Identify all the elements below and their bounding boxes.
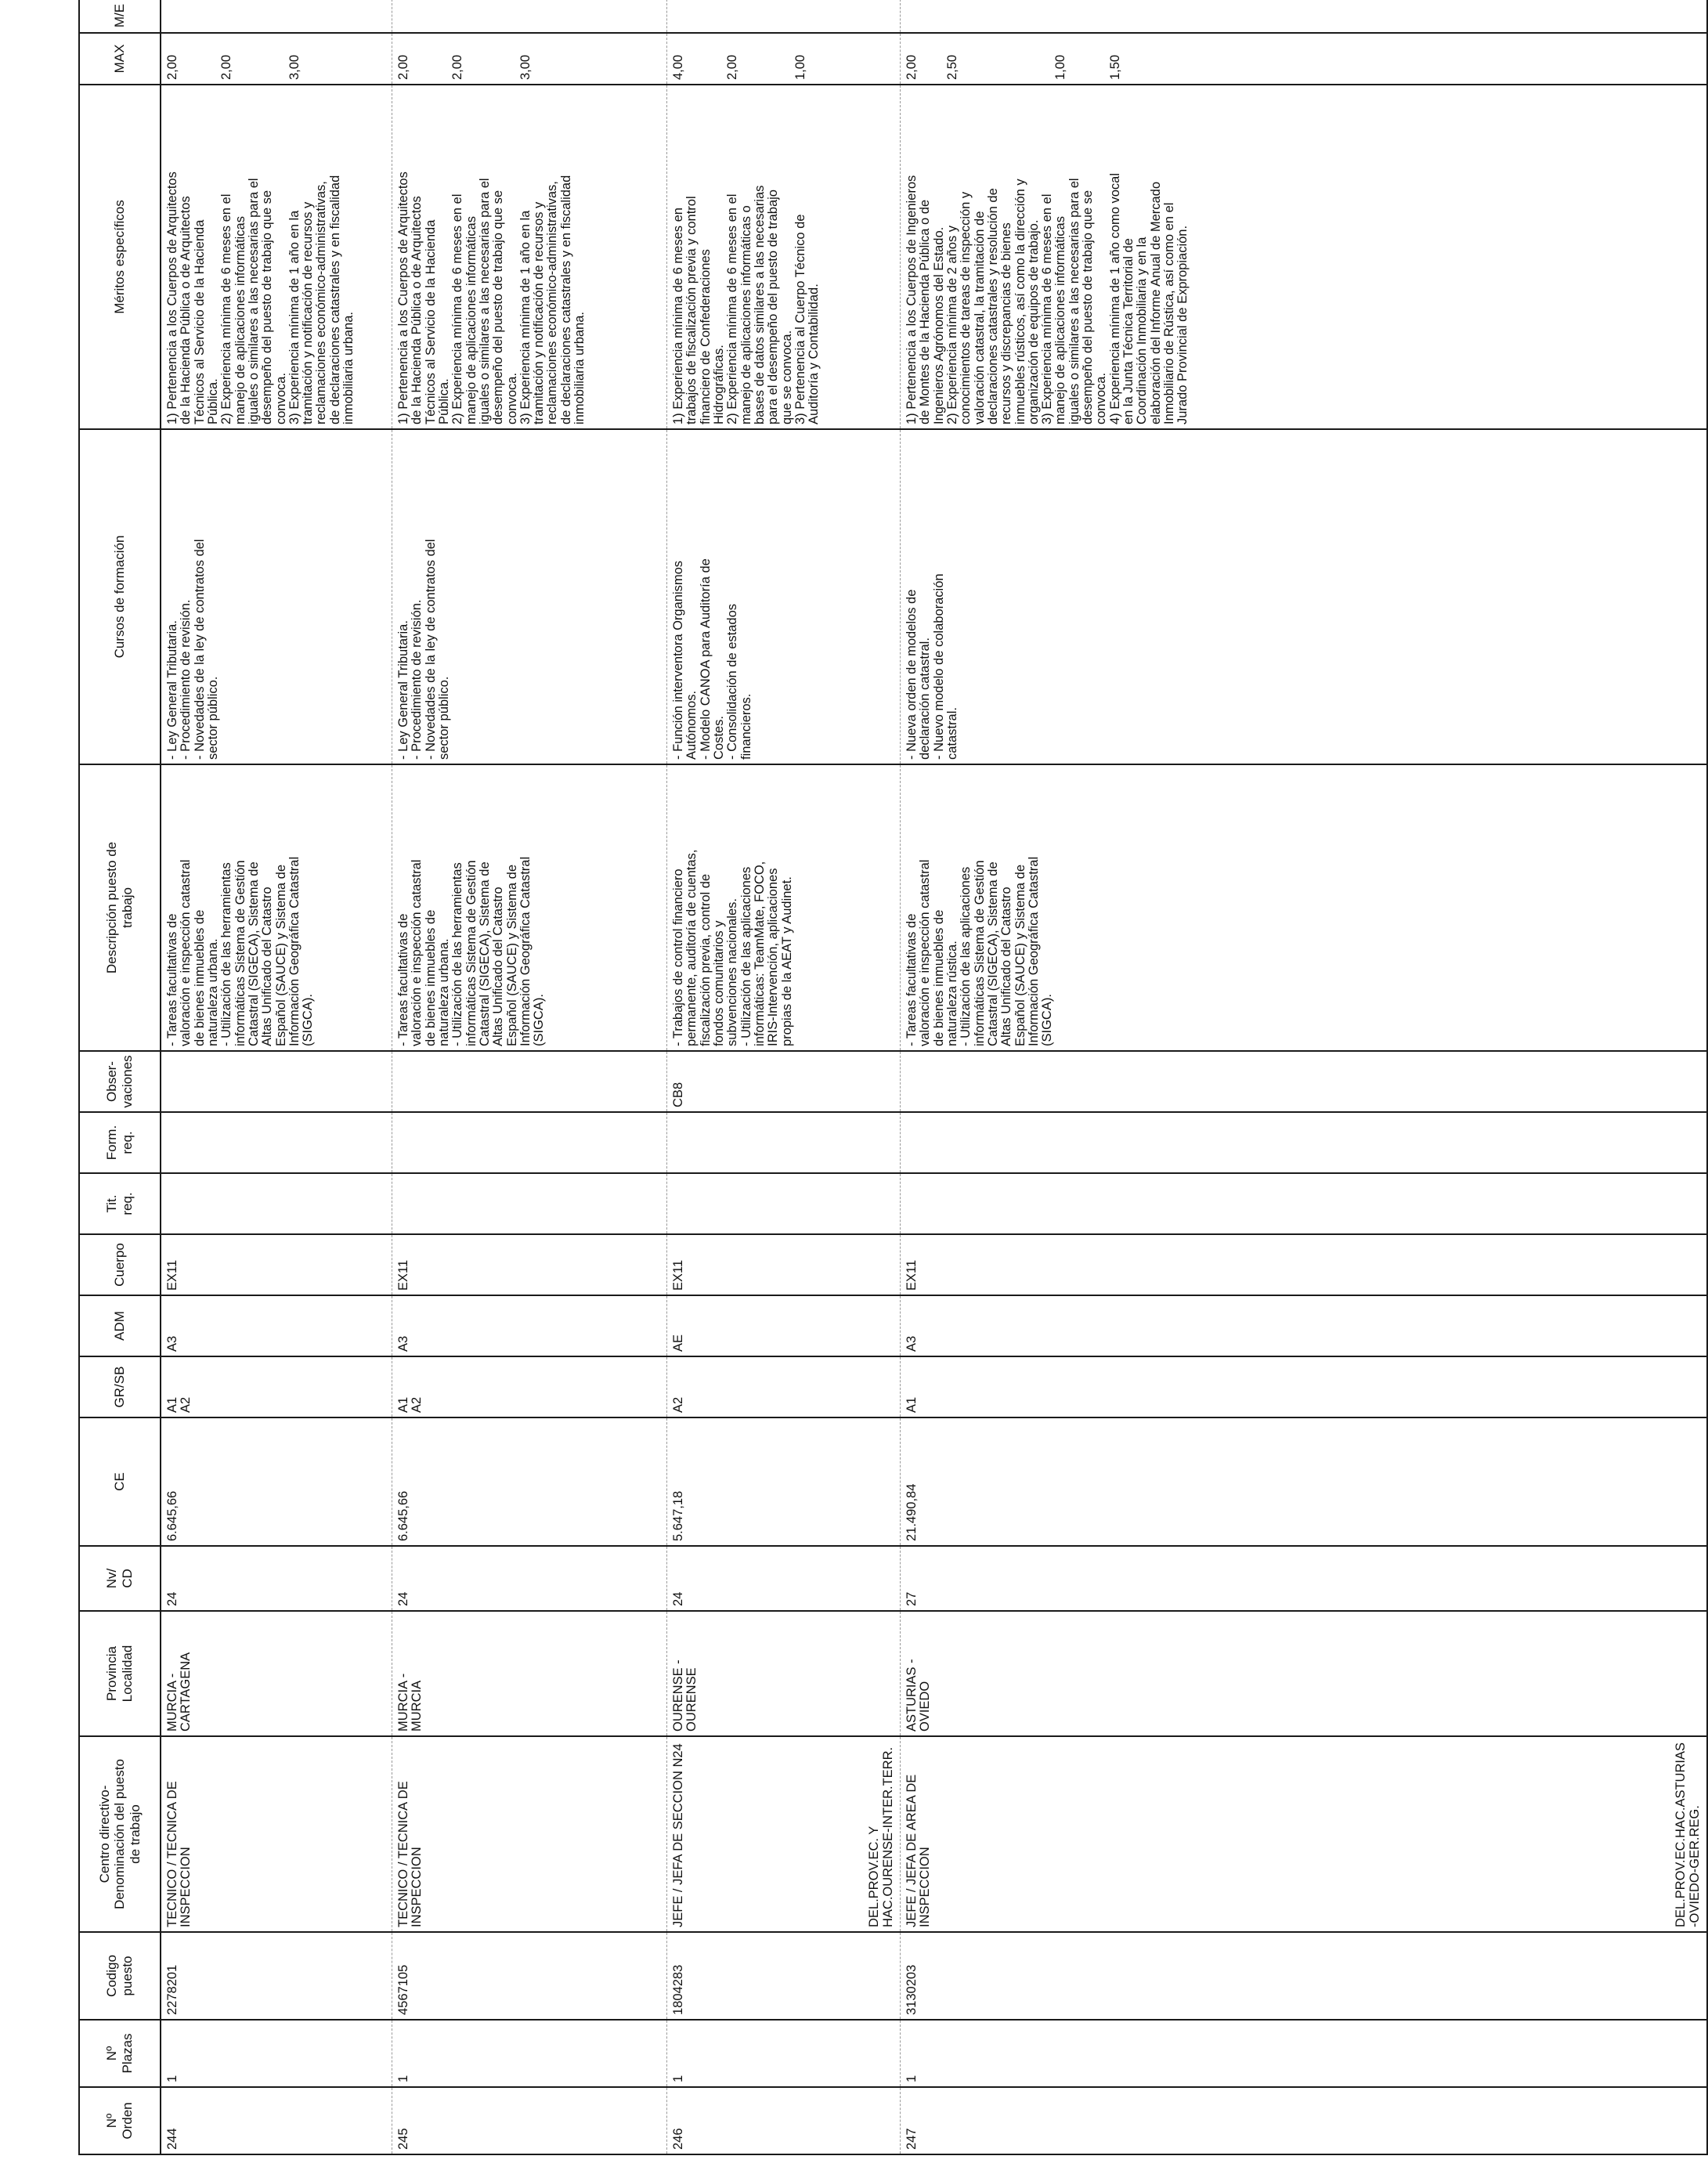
- cell-descripcion: - Tareas facultativas de valoración e inspección catastral de bienes inmuebles de naturaleza urbana. - Utilización de las herramientas informáticas Sistema de Gestión Catastral (SIGECA), Sistema de Altas Unificado del Catastro Español (SAUCE) y Sistema de Información Geográfica Catastral (SIGCA).: [161, 764, 392, 1051]
- centro-departamento: DEL.PROV.EC.HAC.ASTURIAS -OVIEDO-GER.REG.: [1674, 1742, 1702, 1927]
- max-list: [166, 38, 302, 80]
- max-value: 2,50: [944, 54, 959, 80]
- header-meritos: Méritos específicos: [79, 85, 161, 429]
- cell-cursos: - Ley General Tributaria. - Procedimiento de revisión. - Novedades de la ley de contratos del sector público.: [392, 429, 667, 764]
- cell-cursos: - Ley General Tributaria. - Procedimiento de revisión. - Novedades de la ley de contratos del sector público.: [161, 429, 392, 764]
- cell-ce: 21.490,84: [901, 1417, 1708, 1546]
- plazas-table: [78, 0, 1708, 2155]
- cell-max: [901, 33, 1708, 85]
- cell-max: [667, 33, 901, 85]
- table-row: [901, 0, 1708, 2154]
- header-nivel: Nv/ CD: [79, 1546, 161, 1611]
- cell-provincia: ASTURIAS - OVIEDO: [901, 1611, 1708, 1736]
- cell-codigo: 4567105: [392, 1932, 667, 2020]
- cell-centro: [392, 1736, 667, 1932]
- max-value: 2,00: [905, 54, 919, 80]
- header-row: [79, 0, 161, 2154]
- cell-grupo: A2: [667, 1356, 901, 1417]
- cell-obs: [901, 1051, 1708, 1112]
- cell-form: [392, 1112, 667, 1173]
- cell-nivel: 24: [667, 1546, 901, 1611]
- cell-orden: 247: [901, 2087, 1708, 2154]
- header-orden: Nº Orden: [79, 2087, 161, 2154]
- cell-nivel: 24: [392, 1546, 667, 1611]
- cell-cuerpo: EX11: [392, 1234, 667, 1295]
- cell-adm: AE: [667, 1295, 901, 1356]
- cell-provincia: MURCIA - MURCIA: [392, 1611, 667, 1736]
- header-obs: Obser- vaciones: [79, 1051, 161, 1112]
- cell-plazas: 1: [161, 2020, 392, 2087]
- cell-plazas: 1: [667, 2020, 901, 2087]
- cell-plazas: 1: [392, 2020, 667, 2087]
- max-value: 2,00: [725, 54, 740, 80]
- cell-meritos: 1) Pertenencia a los Cuerpos de Arquitectos de la Hacienda Pública o de Arquitectos Técnicos al Servicio de la Hacienda Pública. 2) Experiencia mínima de 6 meses en el manejo de aplicaciones informáticas iguales o similares a las necesarias para el desempeño del puesto de trabajo que se convoca. 3) Experiencia mínima de 1 año en la tramitación y notificación de recursos y reclamaciones económico-administrativas, de declaraciones catastrales y en fiscalidad inmobiliaria urbana.: [161, 85, 392, 429]
- header-provincia: Provincia Localidad: [79, 1611, 161, 1736]
- cell-meritos: 1) Pertenencia a los Cuerpos de Arquitectos de la Hacienda Pública o de Arquitectos Técnicos al Servicio de la Hacienda Pública. 2) Experiencia mínima de 6 meses en el manejo de aplicaciones informáticas iguales o similares a las necesarias para el desempeño del puesto de trabajo que se convoca. 3) Experiencia mínima de 1 año en la tramitación y notificación de recursos y reclamaciones económico-administrativas, de declaraciones catastrales y en fiscalidad inmobiliaria urbana.: [392, 85, 667, 429]
- cell-centro: [667, 1736, 901, 1932]
- cell-nivel: 27: [901, 1546, 1708, 1611]
- cell-nivel: 24: [161, 1546, 392, 1611]
- cell-grupo: A1 A2: [392, 1356, 667, 1417]
- max-list: [905, 38, 1122, 80]
- header-max: MAX: [79, 33, 161, 85]
- cell-tit: [392, 1173, 667, 1234]
- cell-form: [901, 1112, 1708, 1173]
- max-value: 1,50: [1107, 54, 1122, 80]
- cell-cursos: - Nueva orden de modelos de declaración catastral. - Nuevo modelo de colaboración catastral.: [901, 429, 1708, 764]
- max-list: [397, 38, 533, 80]
- cell-max: [392, 33, 667, 85]
- header-tit: Tit. req.: [79, 1173, 161, 1234]
- cell-tit: [667, 1173, 901, 1234]
- table-row: [392, 0, 667, 2154]
- header-me: M/E: [79, 0, 161, 33]
- cell-ce: 6.645,66: [161, 1417, 392, 1546]
- cell-cuerpo: EX11: [667, 1234, 901, 1295]
- cell-form: [161, 1112, 392, 1173]
- centro-puesto: TECNICO / TECNICA DE INSPECCION: [396, 1781, 424, 1927]
- cell-grupo: A1: [901, 1356, 1708, 1417]
- cell-cuerpo: EX11: [161, 1234, 392, 1295]
- cell-centro: [901, 1736, 1708, 1932]
- cell-codigo: 2278201: [161, 1932, 392, 2020]
- centro-puesto: JEFE / JEFA DE AREA DE INSPECCION: [905, 1774, 933, 1927]
- max-value: 2,00: [396, 54, 410, 80]
- table-row: [667, 0, 901, 2154]
- cell-ce: 5.647,18: [667, 1417, 901, 1546]
- max-value: 1,00: [793, 54, 807, 80]
- cell-max: [161, 33, 392, 85]
- cell-cuerpo: EX11: [901, 1234, 1708, 1295]
- cell-descripcion: - Trabajos de control financiero permanente, auditoría de cuentas, fiscalización previa, control de fondos comunitarios y subvenciones nacionales. - Utilización de las aplicaciones informáticas: TeamMate, FOCO, IRIS-Intervención, aplicaciones propias de la AEAT y Audinet.: [667, 764, 901, 1051]
- header-cuerpo: Cuerpo: [79, 1234, 161, 1295]
- cell-meritos: 1) Pertenencia a los Cuerpos de Ingenieros de Montes de la Hacienda Pública o de Ingenieros Agrónomos del Estado. 2) Experiencia mínima de 2 años y conocimientos de tareas de inspección y valoración catastral, la tramitación de declaraciones catastrales y resolución de recursos y discrepancias de bienes inmuebles rústicos, así como la dirección y organización de equipos de trabajo. 3) Experiencia mínima de 6 meses en el manejo de aplicaciones informáticas iguales o similares a las necesarias para el desempeño del puesto de trabajo que se convoca. 4) Experiencia mínima de 1 año como vocal en la Junta Técnica Territorial de Coordinación Inmobiliaria y en la elaboración del Informe Anual de Mercado Inmobiliario de Rústica, así como en el Jurado Provincial de Expropiación.: [901, 85, 1708, 429]
- max-value: 1,00: [1053, 54, 1068, 80]
- cell-obs: [161, 1051, 392, 1112]
- max-value: 3,00: [287, 54, 302, 80]
- header-cursos: Cursos de formación: [79, 429, 161, 764]
- header-descripcion: Descripción puesto de trabajo: [79, 764, 161, 1051]
- centro-departamento: DEL.PROV.EC. Y HAC.OURENSE-INTER.TERR.: [867, 1746, 895, 1927]
- max-list: [672, 38, 807, 80]
- cell-descripcion: - Tareas facultativas de valoración e inspección catastral de bienes inmuebles de naturaleza urbana. - Utilización de las herramientas informáticas Sistema de Gestión Catastral (SIGECA), Sistema de Altas Unificado del Catastro Español (SAUCE) y Sistema de Información Geográfica Catastral (SIGCA).: [392, 764, 667, 1051]
- header-ce: CE: [79, 1417, 161, 1546]
- cell-provincia: OURENSE - OURENSE: [667, 1611, 901, 1736]
- cell-me: [667, 0, 901, 33]
- centro-puesto: TECNICO / TECNICA DE INSPECCION: [165, 1781, 193, 1927]
- header-centro: Centro directivo- Denominación del puesto de trabajo: [79, 1736, 161, 1932]
- header-adm: ADM: [79, 1295, 161, 1356]
- cell-adm: A3: [901, 1295, 1708, 1356]
- cell-adm: A3: [392, 1295, 667, 1356]
- cell-tit: [161, 1173, 392, 1234]
- max-value: 3,00: [518, 54, 533, 80]
- cell-orden: 244: [161, 2087, 392, 2154]
- cell-centro: [161, 1736, 392, 1932]
- cell-cursos: - Función interventora Organismos Autónomos. - Modelo CANOA para Auditoría de Costes. - Consolidación de estados financieros.: [667, 429, 901, 764]
- cell-tit: [901, 1173, 1708, 1234]
- cell-codigo: 3130203: [901, 1932, 1708, 2020]
- cell-descripcion: - Tareas facultativas de valoración e inspección catastral de bienes inmuebles de naturaleza rústica. - Utilización de las aplicaciones informáticas Sistema de Gestión Catastral (SIGECA), Sistema de Altas Unificado del Catastro Español (SAUCE) y Sistema de Información Geográfica Catastral (SIGCA).: [901, 764, 1708, 1051]
- cell-obs: CB8: [667, 1051, 901, 1112]
- cell-obs: [392, 1051, 667, 1112]
- header-form: Form. req.: [79, 1112, 161, 1173]
- cell-me: [901, 0, 1708, 33]
- cell-provincia: MURCIA - CARTAGENA: [161, 1611, 392, 1736]
- centro-puesto: JEFE / JEFA DE SECCION N24: [671, 1743, 685, 1927]
- cell-ce: 6.645,66: [392, 1417, 667, 1546]
- max-value: 2,00: [450, 54, 465, 80]
- max-value: 2,00: [165, 54, 179, 80]
- cell-me: [161, 0, 392, 33]
- cell-orden: 246: [667, 2087, 901, 2154]
- header-codigo: Codigo puesto: [79, 1932, 161, 2020]
- cell-codigo: 1804283: [667, 1932, 901, 2020]
- max-value: 4,00: [671, 54, 685, 80]
- max-value: 2,00: [219, 54, 234, 80]
- cell-me: [392, 0, 667, 33]
- cell-adm: A3: [161, 1295, 392, 1356]
- table-row: [161, 0, 392, 2154]
- cell-orden: 245: [392, 2087, 667, 2154]
- cell-plazas: 1: [901, 2020, 1708, 2087]
- header-plazas: Nº Plazas: [79, 2020, 161, 2087]
- cell-grupo: A1 A2: [161, 1356, 392, 1417]
- header-grupo: GR/SB: [79, 1356, 161, 1417]
- cell-meritos: 1) Experiencia mínima de 6 meses en trabajos de fiscalización previa y control financiero de Confederaciones Hidrográficas. 2) Experiencia mínima de 6 meses en el manejo de aplicaciones informáticas o bases de datos similares a las necesarias para el desempeño del puesto de trabajo que se convoca. 3) Pertenencia al Cuerpo Técnico de Auditoría y Contabilidad.: [667, 85, 901, 429]
- cell-form: [667, 1112, 901, 1173]
